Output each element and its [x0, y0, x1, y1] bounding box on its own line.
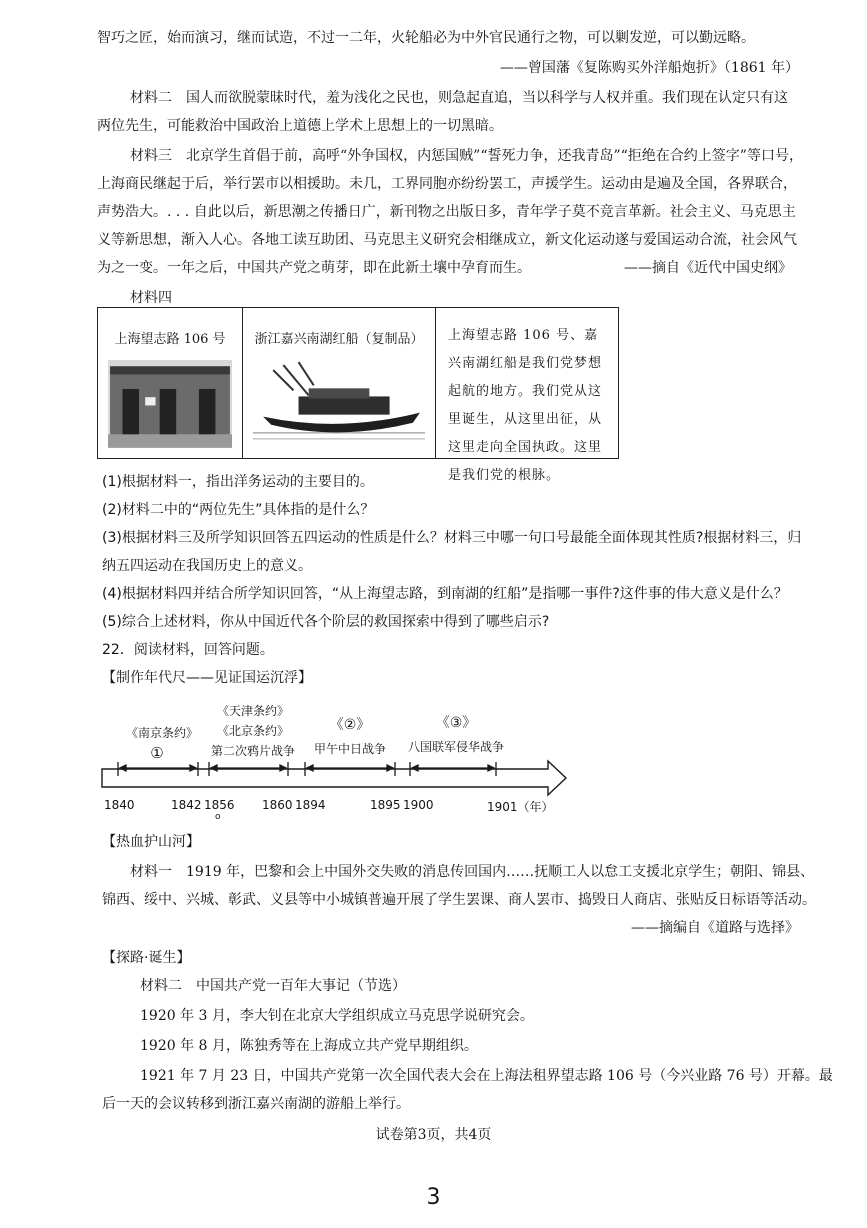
year-1840: 1840 — [104, 798, 135, 812]
reading2-event-3-line-1: 1921 年 7 月 23 日，中国共产党第一次全国代表大会在上海法租界望志路 106 号（今兴业路 76 号）开幕。最 — [140, 1068, 833, 1084]
section-blood-heading: 【热血护山河】 — [102, 834, 200, 850]
year-1860: 1860 — [262, 798, 293, 812]
question-4: (4)根据材料四并结合所学知识回答，“从上海望志路，到南湖的红船”是指哪一事件?这件事的伟大意义是什么？ — [102, 586, 788, 602]
material3-line-4: 义等新思想，渐入人心。各地工读互助团、马克思主义研究会相继成立，新文化运动遂与爱国运动合流，社会风气 — [97, 232, 797, 248]
material4-text: 上海望志路 106 号、嘉兴南湖红船是我们党梦想起航的地方。我们党从这里诞生，从这里出征，从这里走向全国执政。这里是我们党的根脉。 — [448, 328, 603, 483]
timeline-axis — [100, 756, 570, 798]
label-circle-1: ① — [150, 744, 164, 762]
material3-line-3: 声势浩大。. . . 自此以后，新思潮之传播日广，新刊物之出版日多，青年学子莫不竞言革新。社会主义、马克思主 — [97, 204, 796, 220]
material2-line-1: 材料二 国人而欲脱蒙昧时代，羞为浅化之民也，则急起直追，当以科学与人权并重。我们现在认定只有这 — [130, 90, 788, 106]
photo-cell-shanghai — [98, 308, 243, 458]
question-22-title: 22．阅读材料，回答问题。 — [102, 642, 274, 658]
shanghai-building-photo — [108, 360, 232, 448]
photo-cell-redboat — [243, 308, 436, 458]
question-3-line-2: 纳五四运动在我国历史上的意义。 — [102, 558, 312, 574]
reading2-event-2: 1920 年 8 月，陈独秀等在上海成立共产党早期组织。 — [140, 1038, 478, 1054]
reading1-line-2: 锦西、绥中、兴城、彰武、义县等中小城镇普遍开展了学生罢课、商人罢市、捣毁日人商店、张贴反日标语等活动。 — [102, 892, 816, 908]
material3-source: ——摘自《近代中国史纲》 — [624, 260, 792, 276]
reading2-event-3-line-2: 后一天的会议转移到浙江嘉兴南湖的游船上举行。 — [102, 1096, 410, 1112]
label-jiawu-war: 甲午中日战争 — [313, 742, 386, 756]
red-boat-photo — [253, 360, 425, 446]
question-2: (2)材料二中的“两位先生”具体指的是什么？ — [102, 502, 375, 518]
label-nanjing-treaty: 《南京条约》 — [125, 726, 198, 740]
material3-line-1: 材料三 北京学生首倡于前，高呼“外争国权，内惩国贼”“誓死力争，还我青岛”“拒绝在合约上签字”等口号， — [130, 148, 803, 164]
reading1-line-1: 材料一 1919 年，巴黎和会上中国外交失败的消息传回国内……抚顺工人以怠工支援北京学生；朝阳、锦县、 — [130, 864, 815, 880]
question-1: (1)根据材料一，指出洋务运动的主要目的。 — [102, 474, 374, 490]
year-1900: 1900 — [403, 798, 434, 812]
label-circle-2: 《②》 — [329, 717, 371, 733]
material1-source: ——曾国藩《复陈购买外洋船炮折》（1861 年） — [499, 60, 799, 76]
text-cell — [436, 308, 618, 483]
section-explore-heading: 【探路·诞生】 — [102, 950, 191, 966]
question-5: (5)综合上述材料，你从中国近代各个阶层的救国探索中得到了哪些启示? — [102, 614, 550, 630]
label-tianjin-treaty: 《天津条约》 — [216, 704, 289, 718]
year-1842: 1842 — [171, 798, 202, 812]
label-beijing-treaty: 《北京条约》 — [216, 724, 289, 738]
section-timeline-heading: 【制作年代尺——见证国运沉浮】 — [102, 670, 312, 686]
label-second-opium-war: 第二次鸦片战争 — [210, 744, 295, 758]
material4-heading: 材料四 — [130, 290, 172, 306]
year-1895: 1895 — [370, 798, 401, 812]
material1-text-line: 智巧之匠，始而演习，继而试造，不过一二年，火轮船必为中外官民通行之物，可以剿发逆，可以勤远略。 — [97, 30, 755, 46]
question-3-line-1: (3)根据材料三及所学知识回答五四运动的性质是什么？材料三中哪一句口号最能全面体现其性质?根据材料三，归 — [102, 530, 802, 546]
material2-line-2: 两位先生，可能救治中国政治上道德上学术上思想上的一切黑暗。 — [97, 118, 503, 134]
year-1856: 1856 — [204, 798, 235, 812]
material3-line-2: 上海商民继起于后，举行罢市以相援助。未几，工界同胞亦纷纷罢工，声援学生。运动由是遍及全国，各界联合， — [97, 176, 797, 192]
page-footer: 试卷第3页，共4页 — [375, 1127, 492, 1143]
label-circle-3: 《③》 — [435, 715, 477, 731]
reading1-source: ——摘编自《道路与选择》 — [631, 920, 799, 936]
caption-redboat: 浙江嘉兴南湖红船（复制品） — [254, 332, 424, 347]
reading2-title: 材料二 中国共产党一百年大事记（节选） — [140, 978, 406, 994]
page-number: 3 — [426, 1185, 441, 1210]
small-mark: o — [215, 812, 221, 822]
caption-shanghai: 上海望志路 106 号 — [114, 332, 226, 347]
year-1901: 1901（年） — [487, 800, 554, 814]
reading2-event-1: 1920 年 3 月，李大钊在北京大学组织成立马克思学说研究会。 — [140, 1008, 534, 1024]
material3-line-5: 为之一变。一年之后，中国共产党之萌芽，即在此新土壤中孕育而生。 — [97, 260, 531, 276]
label-eight-nation-war: 八国联军侵华战争 — [407, 740, 504, 754]
year-1894: 1894 — [295, 798, 326, 812]
